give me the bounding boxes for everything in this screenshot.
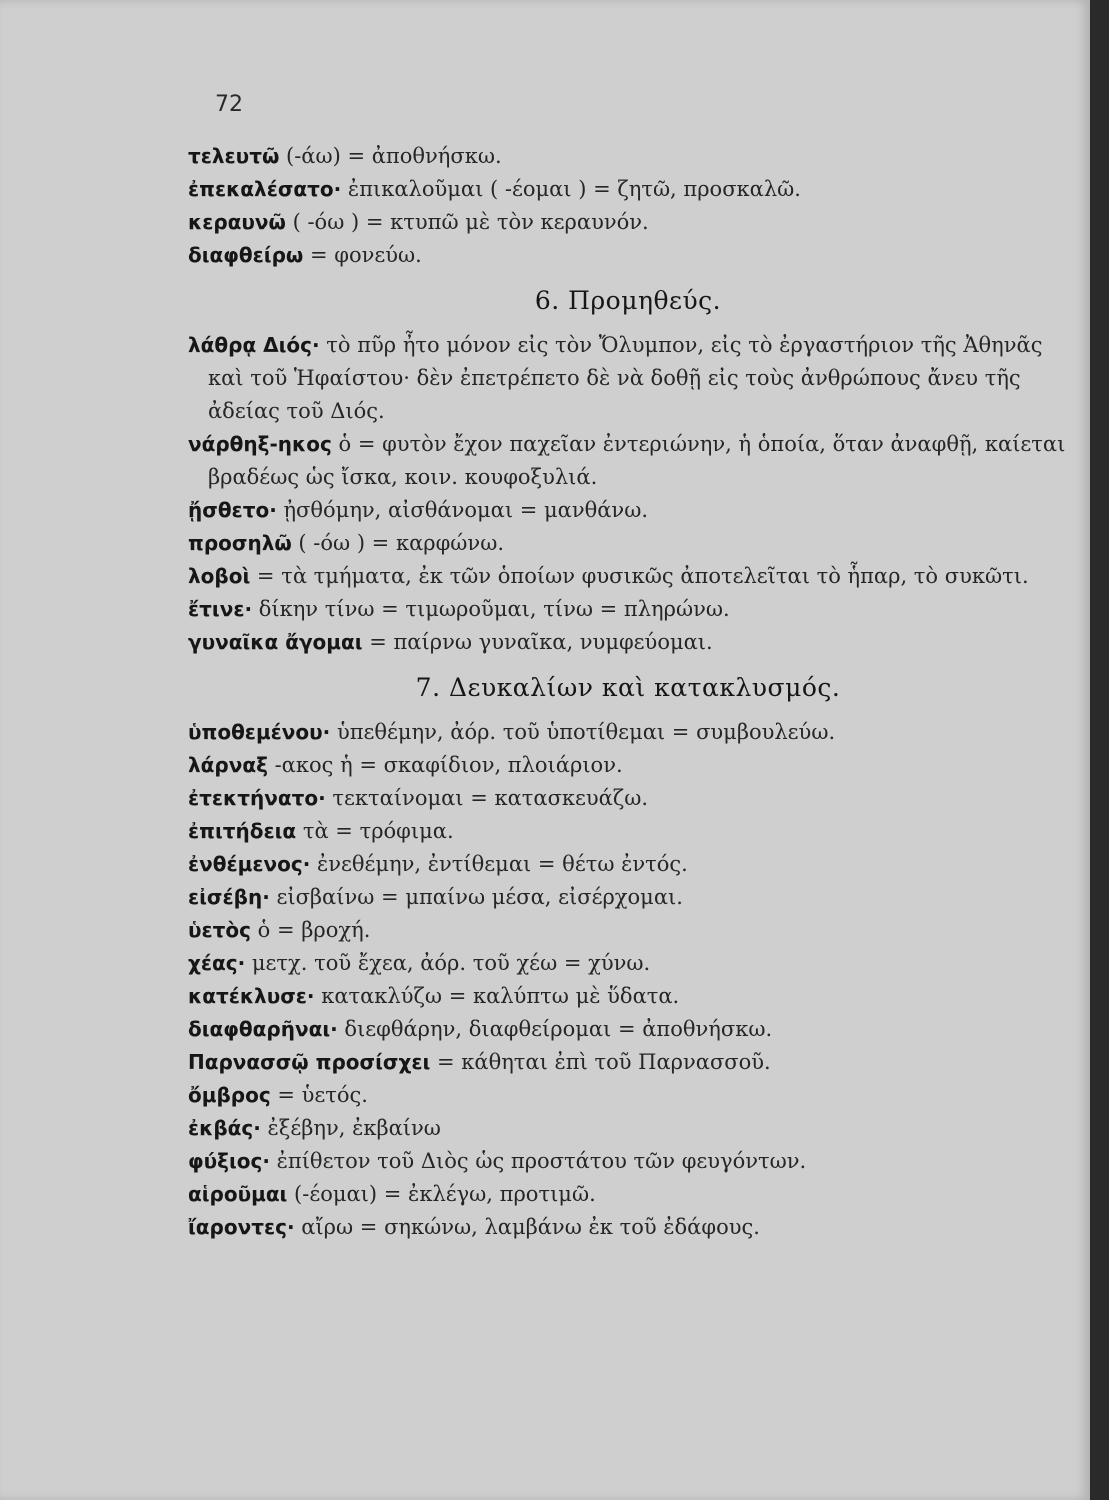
glossary-entry	[188, 593, 1068, 626]
entry-definition: = φονεύω.	[303, 243, 422, 267]
section-heading-6: 6. Προμηθεύς.	[534, 286, 722, 315]
entry-headword: αἱροῦμαι	[188, 1182, 288, 1206]
glossary-entry	[188, 782, 1068, 815]
entry-headword: ἐπεκαλέσατο·	[188, 177, 342, 201]
entry-headword: ἐνθέμενος·	[188, 852, 311, 876]
glossary-entry	[188, 1178, 1068, 1211]
glossary-entry	[188, 626, 1068, 659]
entry-headword: διαφθαρῆναι·	[188, 1017, 338, 1041]
glossary-entry	[188, 848, 1068, 881]
glossary-entry	[188, 881, 1068, 914]
glossary-entry	[188, 329, 1068, 428]
page-edge	[1090, 0, 1109, 1500]
entry-headword: νάρθηξ-ηκος	[188, 432, 332, 456]
entry-headword: χέας·	[188, 951, 246, 975]
entry-headword: διαφθείρω	[188, 243, 304, 267]
entry-definition: ὁ = βροχή.	[251, 918, 371, 942]
glossary-entry	[188, 1145, 1068, 1178]
glossary-group-3	[188, 716, 1068, 1244]
glossary-entry	[188, 560, 1068, 593]
entry-headword: ἔτινε·	[188, 597, 253, 621]
entry-definition: ἐπίθετον τοῦ Διὸς ὡς προστάτου τῶν φευγόντων.	[269, 1149, 807, 1173]
glossary-entry	[188, 140, 1068, 173]
entry-definition: ἐνεθέμην, ἐντίθεμαι = θέτω ἐντός.	[310, 852, 688, 876]
entry-headword: ὑποθεμένου·	[188, 720, 331, 744]
entry-headword: φύξιος·	[188, 1149, 270, 1173]
entry-headword: κεραυνῶ	[188, 210, 286, 234]
entry-definition: κατακλύζω = καλύπτω μὲ ὕδατα.	[314, 984, 680, 1008]
glossary-group-2	[188, 329, 1068, 659]
entry-definition: ᾐσθόμην, αἰσθάνομαι = μανθάνω.	[276, 498, 648, 522]
glossary-entry	[188, 1046, 1068, 1079]
entry-definition: (-άω) = ἀποθνήσκω.	[279, 144, 502, 168]
entry-headword: Παρνασσῷ προσίσχει	[188, 1050, 431, 1074]
entry-headword: ἴαροντες·	[188, 1215, 295, 1239]
glossary-entry	[188, 914, 1068, 947]
entry-definition: (-έομαι) = ἐκλέγω, προτιμῶ.	[287, 1182, 596, 1206]
glossary-entry	[188, 980, 1068, 1013]
glossary-entry	[188, 1211, 1068, 1244]
glossary-entry	[188, 239, 1068, 272]
glossary-entry	[188, 494, 1068, 527]
glossary-entry	[188, 815, 1068, 848]
entry-headword: ὑετὸς	[188, 918, 251, 942]
glossary-entry	[188, 1013, 1068, 1046]
glossary-group-1	[188, 140, 1068, 272]
glossary-entry	[188, 428, 1068, 494]
entry-headword: ἐτεκτήνατο·	[188, 786, 326, 810]
entry-definition: μετχ. τοῦ ἔχεα, ἀόρ. τοῦ χέω = χύνω.	[245, 951, 651, 975]
entry-definition: -ακος ἡ = σκαφίδιον, πλοιάριον.	[267, 753, 623, 777]
entry-headword: λάρναξ	[188, 753, 268, 777]
glossary-entry	[188, 206, 1068, 239]
entry-definition: ὁ = φυτὸν ἔχον παχεῖαν ἐντεριώνην, ἡ ὁποία, ὅταν ἀναφθῇ, καίεται βραδέως ὡς ἴσκα, κοιν. κουφοξυλιά.	[208, 432, 1066, 489]
glossary-entry	[188, 1079, 1068, 1112]
entry-definition: τὸ πῦρ ἦτο μόνον εἰς τὸν Ὄλυμπον, εἰς τὸ ἐργαστήριον τῆς Ἀθηνᾶς καὶ τοῦ Ἡφαίστου· δὲν ἐπετρέπετο δὲ νὰ δοθῇ εἰς τοὺς ἀνθρώπους ἄνευ τῆς ἀδείας τοῦ Διός.	[208, 333, 1043, 423]
glossary-entry	[188, 947, 1068, 980]
glossary-entry	[188, 527, 1068, 560]
entry-definition: τὰ = τρόφιμα.	[296, 819, 454, 843]
entry-definition: ἐπικαλοῦμαι ( -έομαι ) = ζητῶ, προσκαλῶ.	[341, 177, 801, 201]
entry-headword: λάθρᾳ Διός·	[188, 333, 320, 357]
entry-headword: λοβοὶ	[188, 564, 251, 588]
entry-headword: κατέκλυσε·	[188, 984, 315, 1008]
page-number: 72	[215, 92, 243, 117]
entry-definition: τεκταίνομαι = κατασκευάζω.	[325, 786, 649, 810]
glossary	[188, 140, 1068, 1244]
entry-definition: = τὰ τμήματα, ἐκ τῶν ὁποίων φυσικῶς ἀποτελεῖται τὸ ἧπαρ, τὸ συκῶτι.	[250, 564, 1029, 588]
entry-definition: διεφθάρην, διαφθείρομαι = ἀποθνήσκω.	[337, 1017, 773, 1041]
entry-definition: δίκην τίνω = τιμωροῦμαι, τίνω = πληρώνω.	[252, 597, 730, 621]
entry-headword: προσηλῶ	[188, 531, 292, 555]
entry-headword: ἐκβάς·	[188, 1116, 261, 1140]
entry-headword: ἐπιτήδεια	[188, 819, 297, 843]
entry-headword: ᾔσθετο·	[188, 498, 277, 522]
entry-headword: τελευτῶ	[188, 144, 280, 168]
entry-definition: αἴρω = σηκώνω, λαμβάνω ἐκ τοῦ ἐδάφους.	[294, 1215, 760, 1239]
glossary-entry	[188, 1112, 1068, 1145]
entry-headword: ὄμβρος	[188, 1083, 271, 1107]
entry-definition: ( -όω ) = καρφώνω.	[291, 531, 505, 555]
entry-definition: = ὑετός.	[270, 1083, 368, 1107]
entry-definition: = παίρνω γυναῖκα, νυμφεύομαι.	[362, 630, 713, 654]
entry-headword: γυναῖκα ἄγομαι	[188, 630, 363, 654]
entry-definition: ἐξέβην, ἐκβαίνω	[260, 1116, 441, 1140]
entry-definition: ( -όω ) = κτυπῶ μὲ τὸν κεραυνόν.	[285, 210, 649, 234]
entry-definition: = κάθηται ἐπὶ τοῦ Παρνασσοῦ.	[430, 1050, 771, 1074]
glossary-entry	[188, 173, 1068, 206]
entry-headword: εἰσέβη·	[188, 885, 270, 909]
entry-definition: ὑπεθέμην, ἀόρ. τοῦ ὑποτίθεμαι = συμβουλεύω.	[330, 720, 836, 744]
entry-definition: εἰσβαίνω = μπαίνω μέσα, εἰσέρχομαι.	[269, 885, 683, 909]
glossary-entry	[188, 749, 1068, 782]
section-heading-7: 7. Δευκαλίων καὶ κατακλυσμός.	[415, 673, 841, 702]
glossary-entry	[188, 716, 1068, 749]
